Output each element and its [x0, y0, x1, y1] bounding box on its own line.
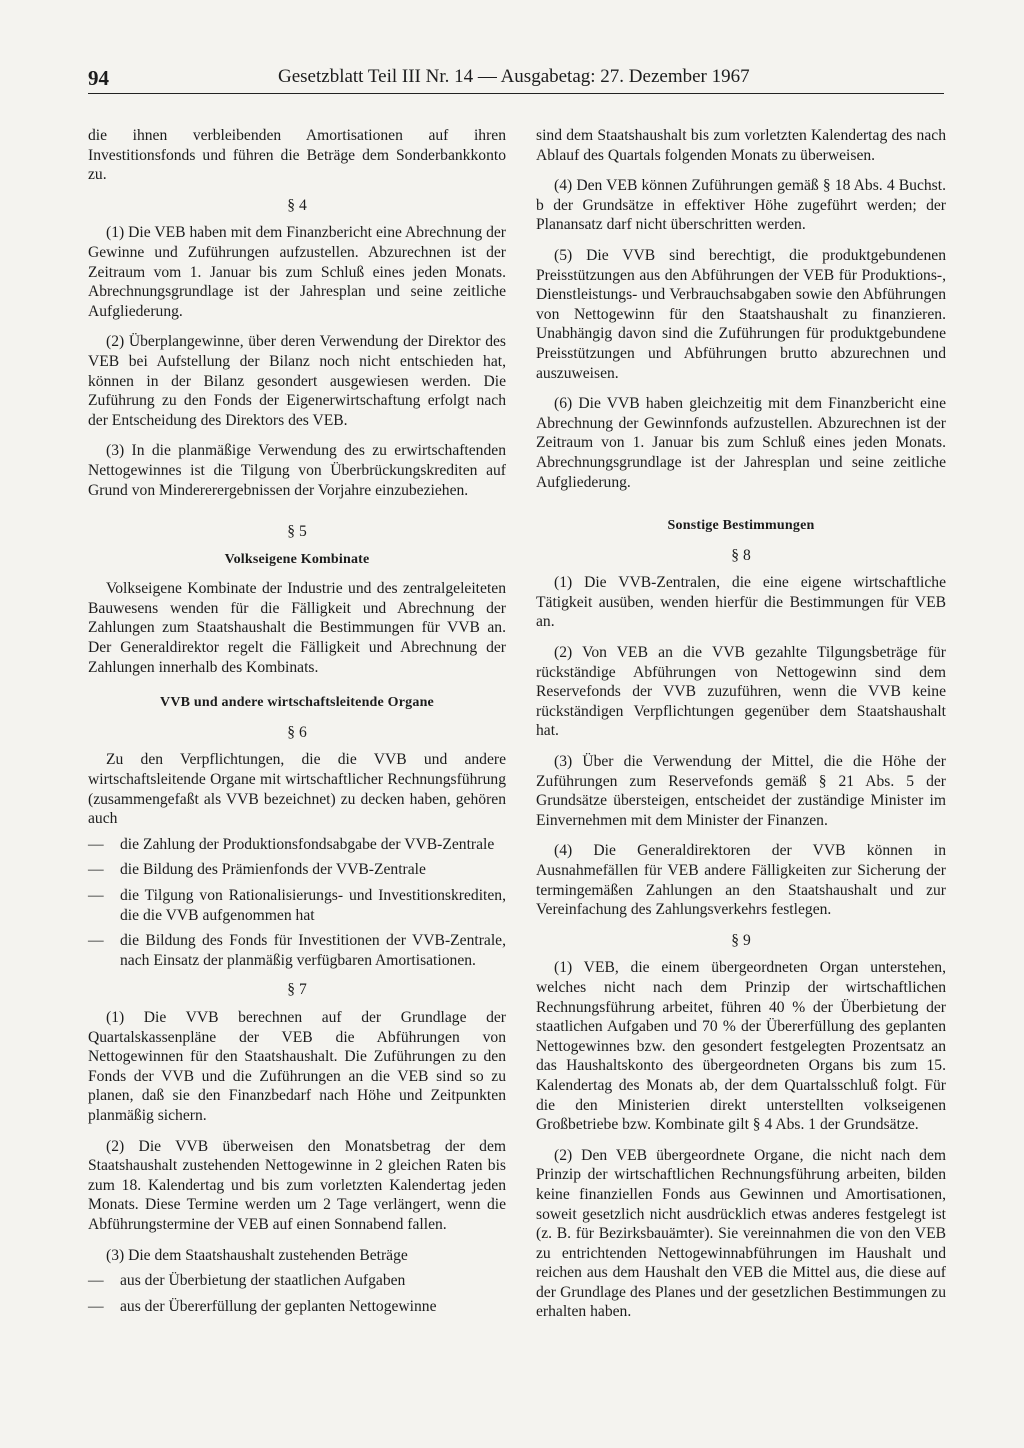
paragraph: (3) Über die Verwendung der Mittel, die die Höhe der Zuführungen zum Reservefonds gemäß § 21 Abs. 5 der Grundsätze übersteigen, entscheidet der zuständige Minister im Einvernehmen mit dem Minister der Finanzen.: [536, 753, 946, 829]
dash-mark: —: [88, 1272, 104, 1290]
section-number: § 6: [287, 723, 307, 741]
list-item: [88, 931, 506, 970]
list-item-text: die Bildung des Prämienfonds der VVB-Zentrale: [120, 861, 426, 879]
dash-mark: —: [88, 861, 104, 879]
right-column: [536, 126, 946, 1333]
paragraph: (1) Die VVB-Zentralen, die eine eigene wirtschaftliche Tätigkeit ausüben, wenden hierfür die Bestimmungen für VEB an.: [536, 574, 946, 631]
list-item-text: die Bildung des Fonds für Investitionen der VVB-Zentrale, nach Einsatz der planmäßig verfügbaren Amortisationen.: [120, 932, 506, 969]
paragraph: sind dem Staatshaushalt bis zum vorletzten Kalendertag des nach Ablauf des Quartals folgenden Monats zu überweisen.: [536, 127, 946, 164]
paragraph: (2) Überplangewinne, über deren Verwendung der Direktor des VEB bei Aufstellung der Bilanz noch nicht entschieden hat, können in der Bilanz gesondert ausgewiesen werden. Die Zuführung zu den Fonds der Eigenerwirtschaftung erfolgt nach der Entscheidung des Direktors des VEB.: [88, 333, 506, 429]
dash-mark: —: [88, 835, 104, 853]
dash-list: [88, 835, 506, 971]
paragraph: (1) Die VVB berechnen auf der Grundlage der Quartalskassenpläne der VEB die Abführungen von Nettogewinnen für den Staatshaushalt. Die Zuführungen zu den Fonds der VVB und die Zuführungen an die VEB sind so zu planen, daß sie den Finanzbedarf nach Höhe und Zeitpunkten planmäßig sichern.: [88, 1008, 506, 1124]
paragraph: (3) In die planmäßige Verwendung des zu erwirtschaftenden Nettogewinnes ist die Tilgung von Überbrückungskrediten auf Grund von Mindererergebnissen der Vorjahre einzubeziehen.: [88, 442, 506, 499]
header-rule: [88, 93, 944, 94]
list-item-text: aus der Übererfüllung der geplanten Nettogewinne: [120, 1297, 437, 1315]
dash-mark: —: [88, 1297, 104, 1315]
list-item: [88, 860, 506, 880]
section-heading: Volkseigene Kombinate: [224, 551, 370, 567]
page-header: [88, 62, 944, 96]
paragraph: (2) Den VEB übergeordnete Organe, die nicht nach dem Prinzip der wirtschaftlichen Rechnungsführung arbeiten, bilden keine finanziellen Fonds aus Gewinnen und Amortisationen, soweit gesetzlich nicht ausdrücklich etwas anderes festgelegt ist (z. B. für Bezirksbauämter). Sie vereinnahmen die von den VEB zu entrichtenden Nettogewinnabführungen im Haushalt und reichen aus dem Haushalt den VEB die Mittel aus, die diese auf der Grundlage des Planes und der gesetzlichen Bestimmungen zu erhalten haben.: [536, 1146, 946, 1321]
running-title: Gesetzblatt Teil III Nr. 14 — Ausgabetag: 27. Dezember 1967: [278, 66, 750, 87]
list-item-text: aus der Überbietung der staatlichen Aufgaben: [120, 1272, 406, 1290]
paragraph: (2) Von VEB an die VVB gezahlte Tilgungsbeträge für rückständige Abführungen von Nettogewinn sind dem Reservefonds der VVB zuzuführen, wenn die VVB keine rückständigen Verpflichtungen gegenüber dem Staatshaushalt hat.: [536, 644, 946, 740]
paragraph: (5) Die VVB sind berechtigt, die produktgebundenen Preisstützungen aus den Abführungen der VEB für Produktions-, Dienstleistungs- und Verbrauchsabgaben sowie den Abführungen von Nettogewinn für den Staatshaushalt zu finanzieren. Unabhängig davon sind die Zuführungen für produktgebundene Preisstützungen und Abführungen brutto abzurechnen und auszuweisen.: [536, 246, 946, 382]
paragraph: (1) Die VEB haben mit dem Finanzbericht eine Abrechnung der Gewinne und Zuführungen aufzustellen. Abzurechnen ist der Zeitraum vom 1. Januar bis zum Schluß eines jeden Monats. Abrechnungsgrundlage ist der Jahresplan und seine zeitliche Aufgliederung.: [88, 224, 506, 320]
left-column: [88, 126, 506, 1326]
paragraph: Volkseigene Kombinate der Industrie und des zentralgeleiteten Bauwesens wenden für die Fälligkeit und Abrechnung der Zahlungen zum Staatshaushalt die Bestimmungen für VVB an. Der Generaldirektor regelt die Fälligkeit und Abrechnung der Zahlungen innerhalb des Kombinats.: [88, 580, 506, 676]
paragraph: (4) Die Generaldirektoren der VVB können in Ausnahmefällen für VEB andere Fälligkeiten zur Sicherung der termingemäßen Zahlungen an den Staatshaushalt und zur Vereinfachung des Zahlungsverkehrs festlegen.: [536, 842, 946, 919]
section-number: § 5: [287, 523, 307, 541]
list-item: [88, 1297, 506, 1317]
paragraph: (1) VEB, die einem übergeordneten Organ unterstehen, welches nicht nach dem Prinzip der wirtschaftlichen Rechnungsführung arbeitet, führen 40 % der Überbietung der staatlichen Aufgaben und 70 % der Übererfüllung des geplanten Nettogewinnes bzw. den gesondert festgelegten Prozentsatz an das Haushaltskonto des übergeordneten Organs bis zum 15. Kalendertag des Monats ab, der dem Quartalsschluß folgt. Für die den Ministerien direkt unterstellten volkseigenen Großbetriebe bzw. Kombinate gilt § 4 Abs. 1 der Grundsätze.: [536, 959, 946, 1134]
section-heading: Sonstige Bestimmungen: [667, 518, 815, 534]
section-number: § 9: [731, 931, 751, 949]
paragraph: Zu den Verpflichtungen, die die VVB und andere wirtschaftsleitende Organe mit wirtschaftlicher Rechnungsführung (zusammengefaßt als VVB bezeichnet) zu decken haben, gehören auch: [88, 751, 506, 828]
section-heading: VVB und andere wirtschaftsleitende Organe: [160, 695, 434, 711]
list-item: [88, 1271, 506, 1291]
page-number: 94: [88, 66, 109, 90]
paragraph: (3) Die dem Staatshaushalt zustehenden Beträge: [106, 1246, 408, 1264]
section-number: § 4: [287, 196, 307, 214]
dash-list: [88, 1271, 506, 1316]
list-item: [88, 835, 506, 855]
paragraph: (6) Die VVB haben gleichzeitig mit dem Finanzbericht eine Abrechnung der Gewinnfonds aufzustellen. Abzurechnen ist der Zeitraum von 1. Januar bis zum Schluß eines jeden Monats. Abrechnungsgrundlage ist der Jahresplan und seine zeitliche Aufgliederung.: [536, 395, 946, 491]
paragraph: (4) Den VEB können Zuführungen gemäß § 18 Abs. 4 Buchst. b der Grundsätze in effektiver Höhe zugeführt werden; der Planansatz darf nicht überschritten werden.: [536, 177, 946, 234]
list-item: [88, 886, 506, 925]
section-number: § 8: [731, 546, 751, 564]
dash-mark: —: [88, 887, 104, 904]
list-item-text: die Zahlung der Produktionsfondsabgabe der VVB-Zentrale: [120, 835, 495, 853]
paragraph: (2) Die VVB überweisen den Monatsbetrag der dem Staatshaushalt zustehenden Nettogewinne in 2 gleichen Raten bis zum 18. Kalendertag und bis zum vorletzten Kalendertag jeden Monats. Diese Termine werden um 2 Tage verlängert, wenn die Abführungstermine der VEB auf einen Sonnabend fallen.: [88, 1137, 506, 1233]
dash-mark: —: [88, 932, 104, 950]
list-item-text: die Tilgung von Rationalisierungs- und Investitionskrediten, die die VVB aufgenommen hat: [120, 887, 506, 924]
section-number: § 7: [287, 981, 307, 999]
paragraph: die ihnen verbleibenden Amortisationen auf ihren Investitionsfonds und führen die Beträge dem Sonderbankkonto zu.: [88, 127, 506, 184]
